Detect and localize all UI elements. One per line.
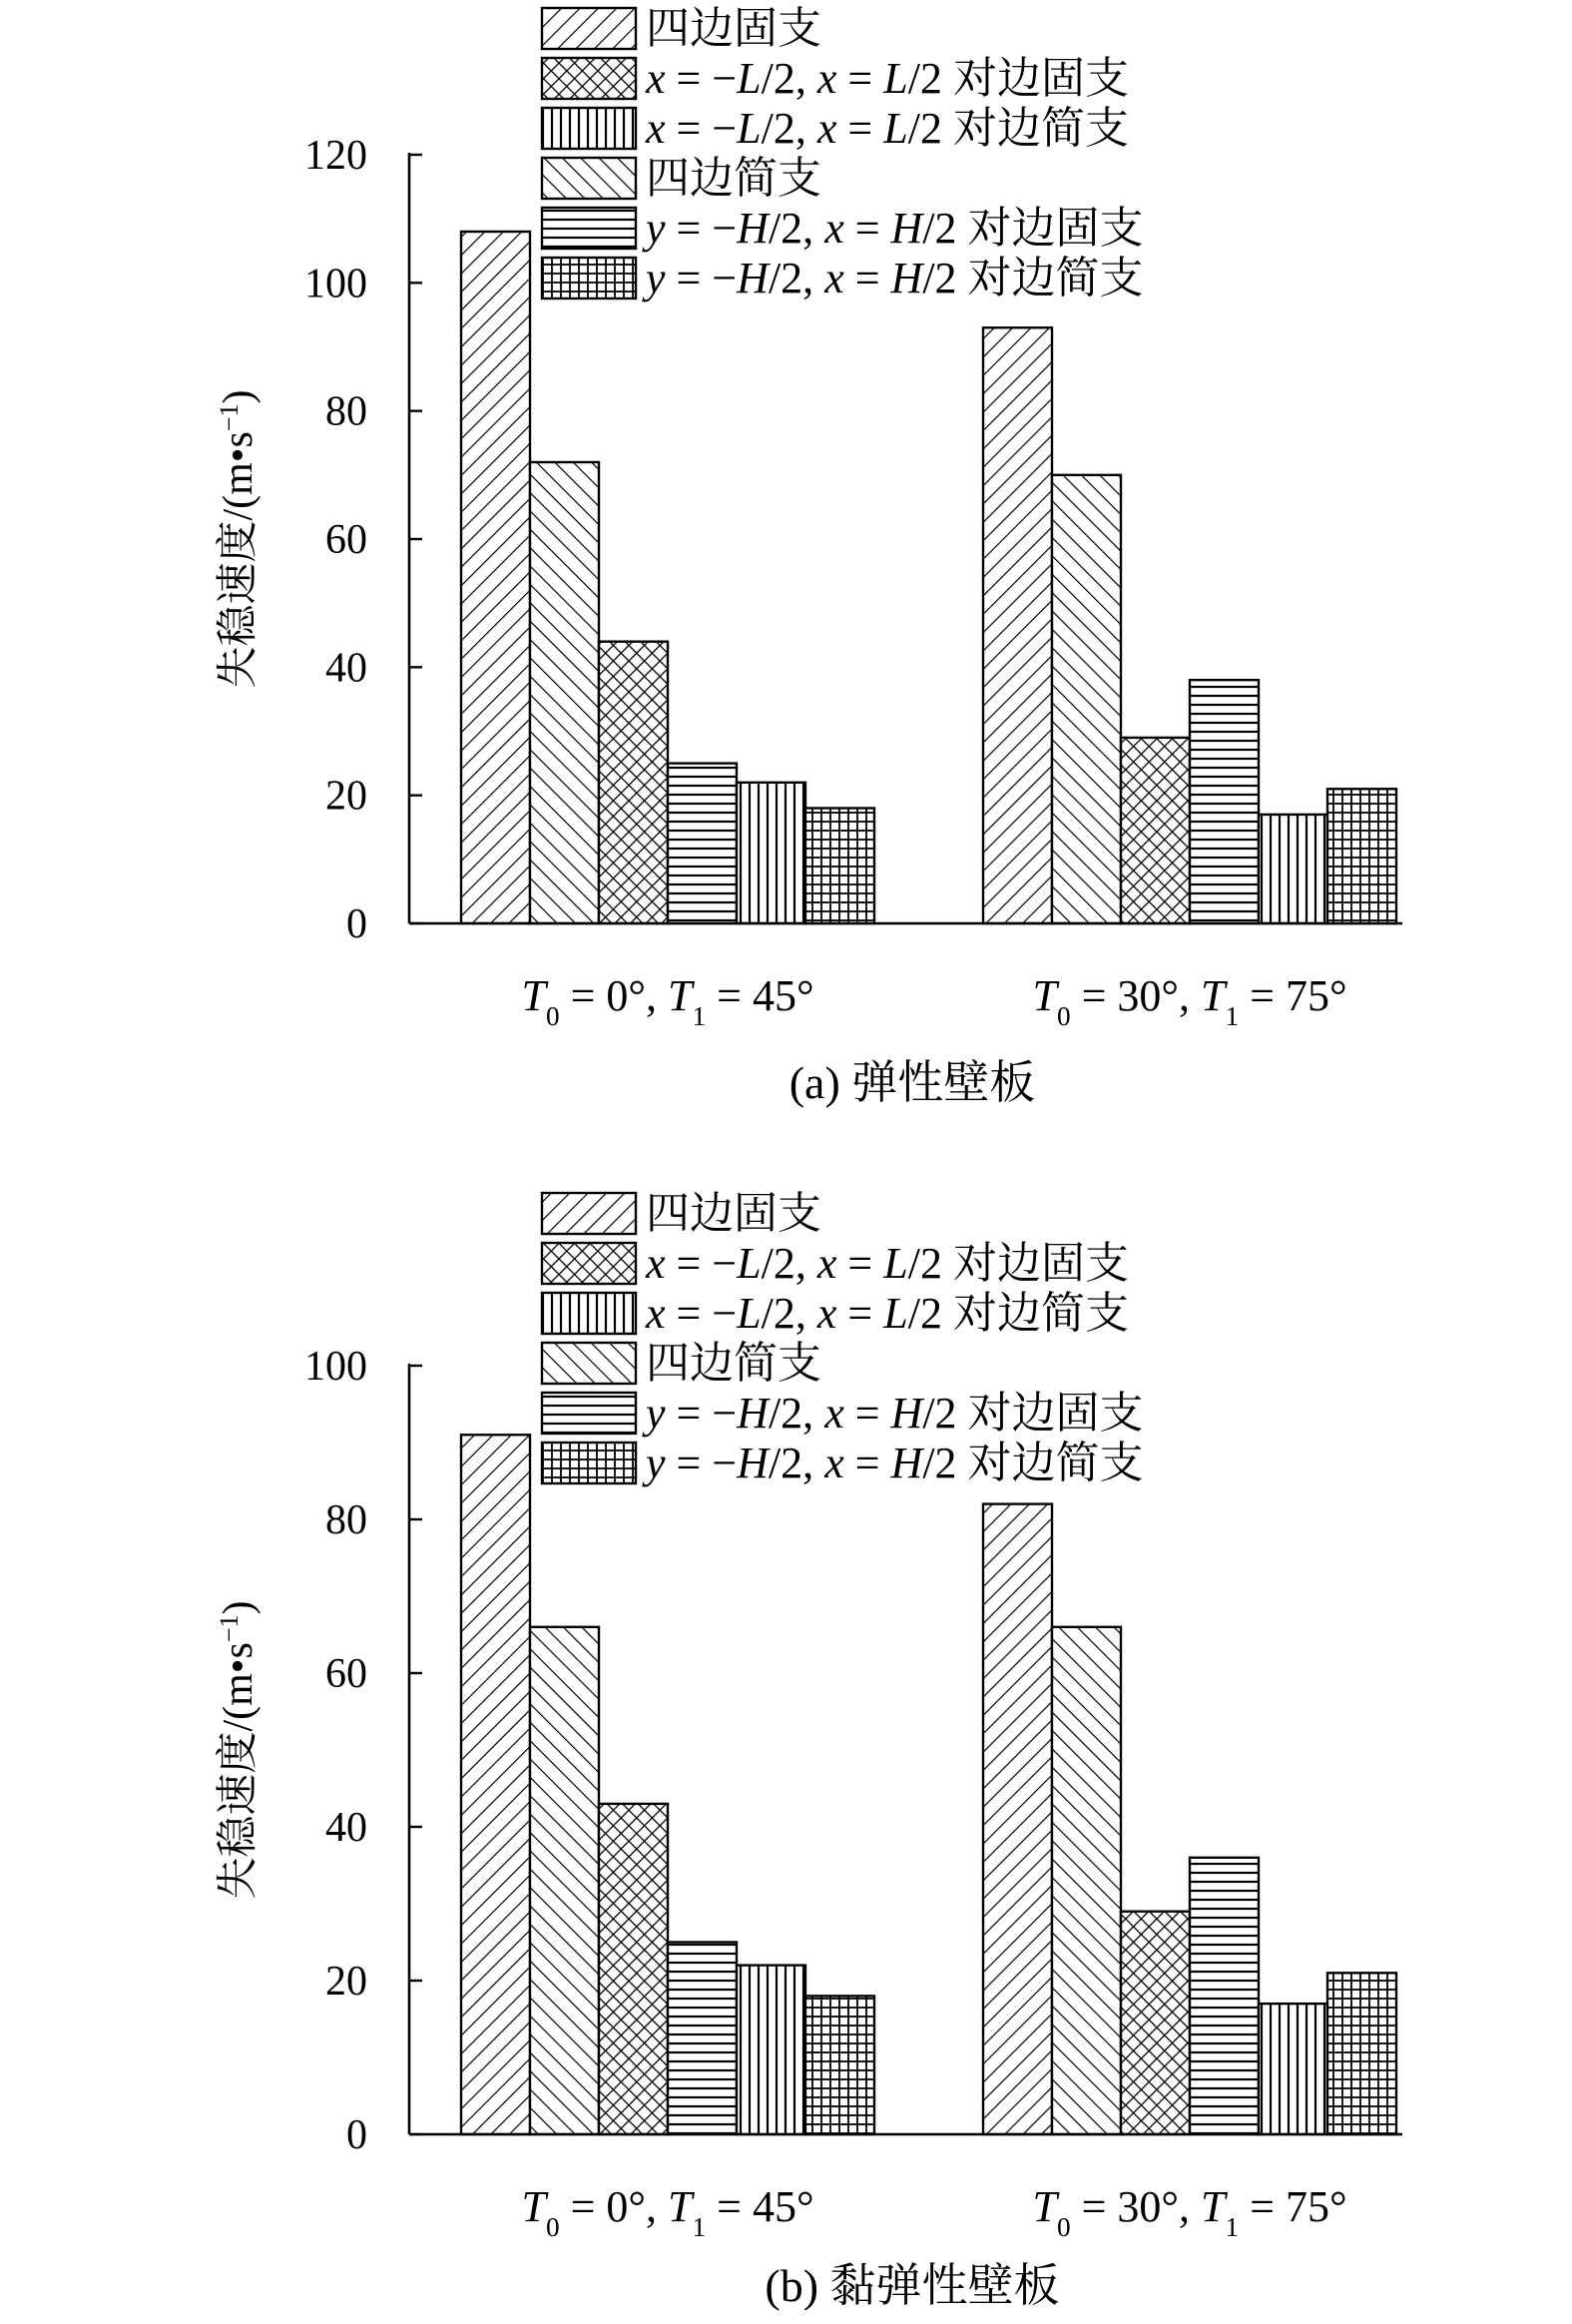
legend-label-grid-part: =: [843, 1439, 891, 1487]
legend-label-vertical-part: L: [737, 104, 762, 153]
y-tick-label: 60: [325, 1651, 367, 1697]
bar-grid-group-1: [805, 1996, 874, 2134]
y-tick-label: 120: [304, 133, 367, 179]
legend-swatch-diag-up: [542, 1193, 636, 1234]
legend-label-horizontal-part: =: [843, 1389, 891, 1438]
x-category-label-2-part: = 75°: [1239, 2182, 1347, 2231]
bar-vertical-group-2: [1259, 2004, 1327, 2134]
legend-label-grid-part: /2,: [768, 1439, 825, 1487]
legend-label-crosshatch: [645, 54, 1129, 103]
legend-swatch-grid: [542, 258, 636, 298]
legend-label-vertical-part: =: [836, 104, 884, 153]
y-axis-label-part: 失稳速度/(m•s: [216, 1642, 262, 1900]
legend-label-horizontal-part: = −: [665, 204, 738, 253]
legend-label-grid-part: =: [843, 254, 891, 302]
legend-label-crosshatch: [645, 1239, 1129, 1288]
legend-label-vertical-part: =: [836, 1289, 884, 1338]
legend-label-vertical-part: L: [737, 1289, 762, 1338]
legend-label-crosshatch-part: = −: [665, 54, 738, 103]
legend-label-grid-part: = −: [665, 1439, 738, 1487]
x-category-label-1-part: T: [668, 2182, 693, 2231]
legend-label-vertical-part: x: [816, 1289, 837, 1338]
legend-label-diag-down: [646, 154, 821, 203]
legend-label-crosshatch-part: /2,: [761, 1239, 817, 1288]
legend-label-horizontal-part: H: [737, 204, 769, 253]
legend-label-horizontal-part: x: [824, 1389, 844, 1438]
legend-label-horizontal-part: /2 对边固支: [922, 204, 1144, 253]
x-category-label-2-part: T: [1201, 971, 1226, 1020]
x-category-label-2: [1032, 2182, 1346, 2242]
bar-horizontal-group-2: [1190, 1858, 1259, 2134]
y-tick-label: 80: [325, 1497, 367, 1543]
legend-label-crosshatch-part: = −: [665, 1239, 738, 1288]
legend-label-vertical-part: L: [883, 1289, 908, 1338]
x-category-label-1-part: = 45°: [706, 2182, 814, 2231]
legend-label-horizontal-part: y: [646, 204, 666, 253]
legend-label-grid-part: H: [890, 1439, 923, 1487]
legend-swatch-horizontal: [542, 208, 636, 249]
legend-label-grid-part: H: [737, 254, 769, 302]
legend-label-vertical: [645, 1289, 1129, 1338]
legend-label-crosshatch-part: x: [646, 54, 666, 103]
legend-swatch-crosshatch: [542, 58, 636, 99]
bar-diag-down-group-1: [530, 462, 599, 923]
x-category-label-2-part: T: [1032, 971, 1057, 1020]
bar-diag-up-group-1: [461, 1435, 530, 2134]
y-tick-label: 40: [325, 1805, 367, 1851]
bar-horizontal-group-1: [668, 764, 737, 923]
panel-b-chart: [215, 1189, 1403, 2242]
legend-label-crosshatch-part: /2 对边固支: [907, 54, 1129, 103]
legend-label-horizontal-part: /2 对边固支: [922, 1389, 1144, 1438]
legend-label-horizontal-part: y: [646, 1389, 666, 1438]
bar-crosshatch-group-1: [599, 1804, 668, 2134]
x-category-label-2-part: 0: [1056, 1001, 1071, 1031]
legend-label-vertical-part: x: [816, 104, 837, 153]
y-tick-label: 100: [304, 1344, 367, 1390]
x-category-label-1-part: 1: [692, 2212, 707, 2242]
legend-label-diag-up: [646, 1189, 821, 1238]
bar-diag-up-group-2: [983, 327, 1052, 923]
legend-label-grid-part: x: [824, 1439, 844, 1487]
bar-diag-up-group-2: [983, 1504, 1052, 2134]
legend-label-grid-part: /2 对边简支: [922, 254, 1144, 302]
panel-b-caption: (b) 黏弹性壁板: [765, 2260, 1060, 2311]
y-tick-label: 20: [325, 1959, 367, 2005]
legend-label-crosshatch-part: L: [737, 1239, 762, 1288]
bar-vertical-group-2: [1259, 815, 1327, 923]
legend-label-vertical-part: /2 对边简支: [907, 104, 1129, 153]
legend-label-vertical-part: /2 对边简支: [907, 1289, 1129, 1338]
bar-crosshatch-group-2: [1121, 1912, 1190, 2134]
bar-diag-down-group-2: [1052, 475, 1121, 923]
bar-grid-group-1: [805, 809, 874, 924]
x-category-label-2-part: T: [1201, 2182, 1226, 2231]
legend-label-crosshatch-part: L: [737, 54, 762, 103]
legend-label-crosshatch-part: L: [883, 54, 908, 103]
legend-label-grid-part: /2,: [768, 254, 825, 302]
x-category-label-1-part: = 45°: [706, 971, 814, 1020]
legend-label-grid-part: H: [890, 254, 923, 302]
x-category-label-1-part: T: [521, 971, 546, 1020]
bar-crosshatch-group-1: [599, 642, 668, 923]
legend-label-vertical: [645, 104, 1129, 153]
y-axis-label-part: 失稳速度/(m•s: [216, 431, 262, 689]
bar-horizontal-group-2: [1190, 680, 1259, 923]
legend-label-horizontal: [642, 1389, 1144, 1438]
bar-vertical-group-1: [737, 783, 805, 923]
y-axis-label-part: ): [216, 1600, 262, 1615]
x-category-label-2-part: T: [1032, 2182, 1057, 2231]
bar-vertical-group-1: [737, 1966, 805, 2134]
x-category-label-1-part: = 0°,: [559, 2182, 668, 2231]
legend-label-horizontal: [642, 204, 1144, 253]
legend-label-crosshatch-part: =: [836, 54, 884, 103]
legend-label-grid-part: /2 对边简支: [922, 1439, 1144, 1487]
legend-label-vertical-part: /2,: [761, 1289, 817, 1338]
bar-diag-up-group-1: [461, 232, 530, 923]
legend-swatch-crosshatch: [542, 1243, 636, 1284]
legend-label-grid: [642, 254, 1144, 302]
legend-label-vertical-part: = −: [665, 1289, 738, 1338]
legend-label-diag-down: [646, 1339, 821, 1388]
legend-label-horizontal-part: =: [843, 204, 891, 253]
legend-label-grid-part: y: [646, 254, 666, 302]
x-category-label-2-part: = 30°,: [1070, 2182, 1201, 2231]
y-axis-label: [215, 1600, 262, 1899]
y-axis-label: [215, 389, 262, 688]
legend-label-diag-up: [646, 4, 821, 53]
legend-swatch-grid: [542, 1443, 636, 1483]
y-tick-label: 40: [325, 645, 367, 692]
legend-swatch-diag-up: [542, 8, 636, 49]
legend-label-horizontal-part: H: [737, 1389, 769, 1438]
legend-swatch-diag-down: [542, 1343, 636, 1384]
x-category-label-1-part: 0: [545, 1001, 560, 1031]
bar-diag-down-group-2: [1052, 1627, 1121, 2134]
x-category-label-2-part: 1: [1225, 2212, 1240, 2242]
legend-label-vertical-part: x: [646, 1289, 666, 1338]
x-category-label-2-part: = 30°,: [1070, 971, 1201, 1020]
y-tick-label: 20: [325, 773, 367, 820]
legend-label-diag-up-part: 四边固支: [646, 1189, 821, 1238]
legend-label-crosshatch-part: /2,: [761, 54, 817, 103]
legend-label-grid: [642, 1439, 1144, 1487]
x-category-label-1: [521, 2182, 813, 2242]
legend-swatch-horizontal: [542, 1393, 636, 1434]
panel-a-caption: (a) 弹性壁板: [788, 1057, 1036, 1108]
legend-label-vertical-part: = −: [665, 104, 738, 153]
x-category-label-1-part: 1: [692, 1001, 707, 1031]
bar-grid-group-2: [1327, 789, 1396, 923]
legend-swatch-vertical: [542, 1293, 636, 1334]
legend-label-grid-part: H: [737, 1439, 769, 1487]
x-category-label-2-part: 0: [1056, 2212, 1071, 2242]
legend-label-crosshatch-part: x: [816, 54, 837, 103]
legend-label-vertical-part: L: [883, 104, 908, 153]
bar-crosshatch-group-2: [1121, 738, 1190, 923]
legend-label-grid-part: = −: [665, 254, 738, 302]
legend-label-crosshatch-part: x: [816, 1239, 837, 1288]
y-tick-label: 100: [304, 261, 367, 307]
bar-horizontal-group-1: [668, 1943, 737, 2135]
x-category-label-2-part: = 75°: [1239, 971, 1347, 1020]
legend-label-diag-down-part: 四边简支: [646, 1339, 821, 1388]
legend-label-crosshatch-part: x: [646, 1239, 666, 1288]
legend-label-diag-down-part: 四边简支: [646, 154, 821, 203]
legend-label-horizontal-part: x: [824, 204, 844, 253]
legend-label-crosshatch-part: =: [836, 1239, 884, 1288]
bar-diag-down-group-1: [530, 1627, 599, 2134]
bar-grid-group-2: [1327, 1973, 1396, 2134]
legend-label-diag-up-part: 四边固支: [646, 4, 821, 53]
y-tick-label: 0: [346, 2112, 367, 2158]
legend-label-horizontal-part: H: [890, 1389, 923, 1438]
legend-label-crosshatch-part: L: [883, 1239, 908, 1288]
legend-swatch-vertical: [542, 108, 636, 149]
legend-label-vertical-part: x: [646, 104, 666, 153]
legend-label-horizontal-part: H: [890, 204, 923, 253]
legend-label-horizontal-part: = −: [665, 1389, 738, 1438]
legend-label-vertical-part: /2,: [761, 104, 817, 153]
y-tick-label: 80: [325, 388, 367, 435]
x-category-label-1: [521, 971, 813, 1031]
x-category-label-2-part: 1: [1225, 1001, 1240, 1031]
legend-label-horizontal-part: /2,: [768, 204, 825, 253]
y-axis-label-part: ): [216, 389, 262, 404]
legend-label-crosshatch-part: /2 对边固支: [907, 1239, 1129, 1288]
legend-label-grid-part: y: [646, 1439, 666, 1487]
legend-label-horizontal-part: /2,: [768, 1389, 825, 1438]
legend-label-grid-part: x: [824, 254, 844, 302]
legend-swatch-diag-down: [542, 158, 636, 199]
y-tick-label: 60: [325, 517, 367, 563]
y-axis-label-part: −1: [214, 1614, 244, 1643]
panel-a-chart: [215, 4, 1403, 1031]
x-category-label-1-part: T: [668, 971, 693, 1020]
x-category-label-1-part: = 0°,: [559, 971, 668, 1020]
y-axis-label-part: −1: [214, 403, 244, 432]
x-category-label-2: [1032, 971, 1346, 1031]
x-category-label-1-part: 0: [545, 2212, 560, 2242]
x-category-label-1-part: T: [521, 2182, 546, 2231]
y-tick-label: 0: [346, 901, 367, 947]
